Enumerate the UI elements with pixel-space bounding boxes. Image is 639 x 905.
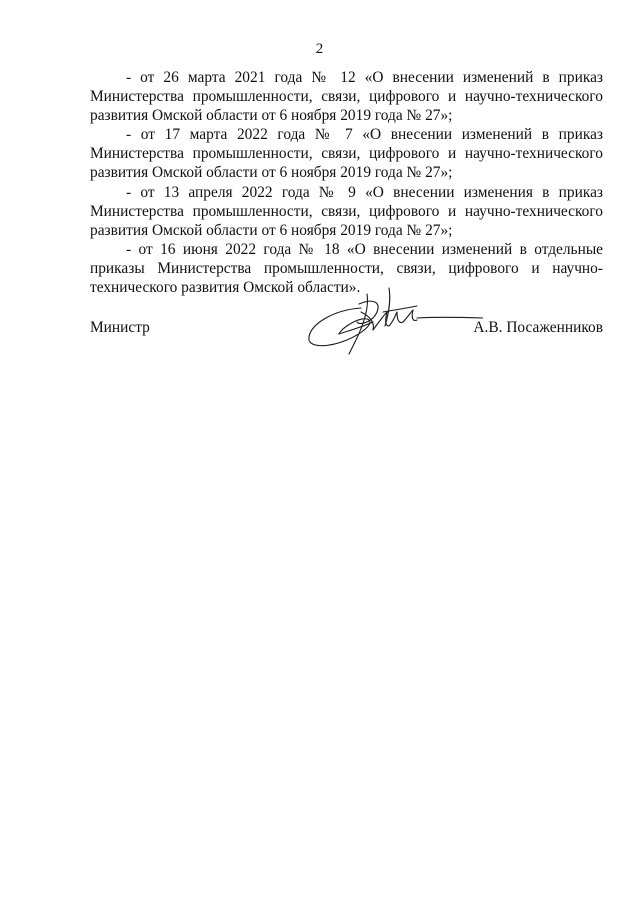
order-list-item: - от 26 марта 2021 года № 12 «О внесении изменений в приказ Министерства промышленности, связи, цифрового и научно-технического развития Омской области от 6 ноября 2019 года № 27»; bbox=[90, 69, 603, 125]
order-list-item: - от 16 июня 2022 года № 18 «О внесении изменений в отдельные приказы Министерства промышленности, связи, цифрового и научно-технического развития Омской области». bbox=[90, 240, 603, 297]
order-list-item: - от 17 марта 2022 года № 7 «О внесении изменений в приказ Министерства промышленности, связи, цифрового и научно-технического развития Омской области от 6 ноября 2019 года № 27»; bbox=[90, 126, 603, 182]
order-list bbox=[90, 68, 603, 297]
order-list-item: - от 13 апреля 2022 года № 9 «О внесении изменения в приказ Министерства промышленности, связи, цифрового и научно-технического развития Омской области от 6 ноября 2019 года № 27»; bbox=[90, 183, 603, 239]
signature-row bbox=[90, 318, 603, 340]
signatory-position: Министр bbox=[90, 319, 150, 336]
page-number: 2 bbox=[315, 41, 324, 57]
signatory-name: А.В. Посаженников bbox=[473, 319, 603, 336]
